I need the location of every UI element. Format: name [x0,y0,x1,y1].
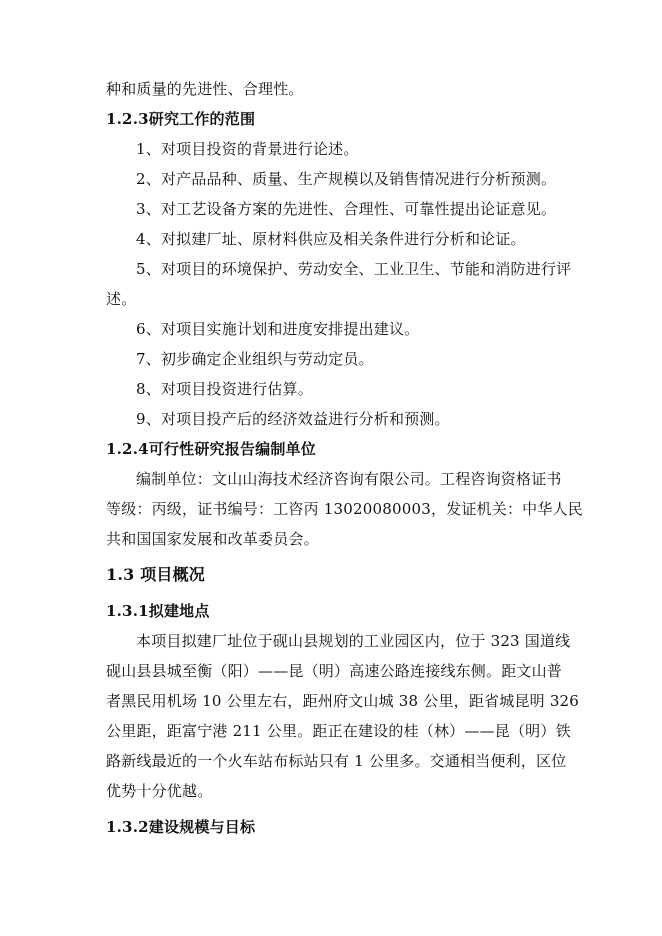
section-heading-1-2-4: 1.2.4可行性研究报告编制单位 [106,440,316,458]
scope-item-5-continued: 述。 [106,290,137,308]
location-line-6: 优势十分优越。 [106,782,213,800]
scope-item-8: 8、对项目投资进行估算。 [136,380,313,398]
continuation-text: 种和质量的先进性、合理性。 [106,80,304,98]
section-heading-1-2-3: 1.2.3研究工作的范围 [106,110,256,128]
scope-item-7: 7、初步确定企业组织与劳动定员。 [136,350,374,368]
scope-item-2: 2、对产品品种、质量、生产规模以及销售情况进行分析预测。 [136,170,557,188]
scope-item-5: 5、对项目的环境保护、劳动安全、工业卫生、节能和消防进行评 [136,260,572,278]
section-heading-1-3-1: 1.3.1拟建地点 [106,602,210,620]
location-line-4: 公里距，距富宁港 211 公里。距正在建设的桂（林）——昆（明）铁 [106,722,571,740]
scope-item-4: 4、对拟建厂址、原材料供应及相关条件进行分析和论证。 [136,230,526,248]
scope-item-1: 1、对项目投资的背景进行论述。 [136,140,359,158]
location-line-3: 者黑民用机场 10 公里左右，距州府文山城 38 公里，距省城昆明 326 [106,692,580,710]
location-line-1: 本项目拟建厂址位于砚山县规划的工业园区内，位于 323 国道线 [136,632,571,650]
location-line-2: 砚山县县城至衡（阳）——昆（明）高速公路连接线东侧。距文山普 [106,662,563,680]
section-heading-1-3-2: 1.3.2建设规模与目标 [106,818,256,836]
scope-item-9: 9、对项目投产后的经济效益进行分析和预测。 [136,410,450,428]
prep-unit-line-2: 等级：丙级，证书编号：工咨丙 13020080003，发证机关：中华人民 [106,500,583,518]
location-line-5: 路新线最近的一个火车站布标站只有 1 公里多。交通相当便利，区位 [106,752,567,770]
prep-unit-line-3: 共和国国家发展和改革委员会。 [106,530,319,548]
scope-item-6: 6、对项目实施计划和进度安排提出建议。 [136,320,420,338]
section-heading-1-3: 1.3 项目概况 [106,565,206,584]
prep-unit-line-1: 编制单位：文山山海技术经济咨询有限公司。工程咨询资格证书 [136,470,562,488]
scope-item-3: 3、对工艺设备方案的先进性、合理性、可靠性提出论证意见。 [136,200,557,218]
